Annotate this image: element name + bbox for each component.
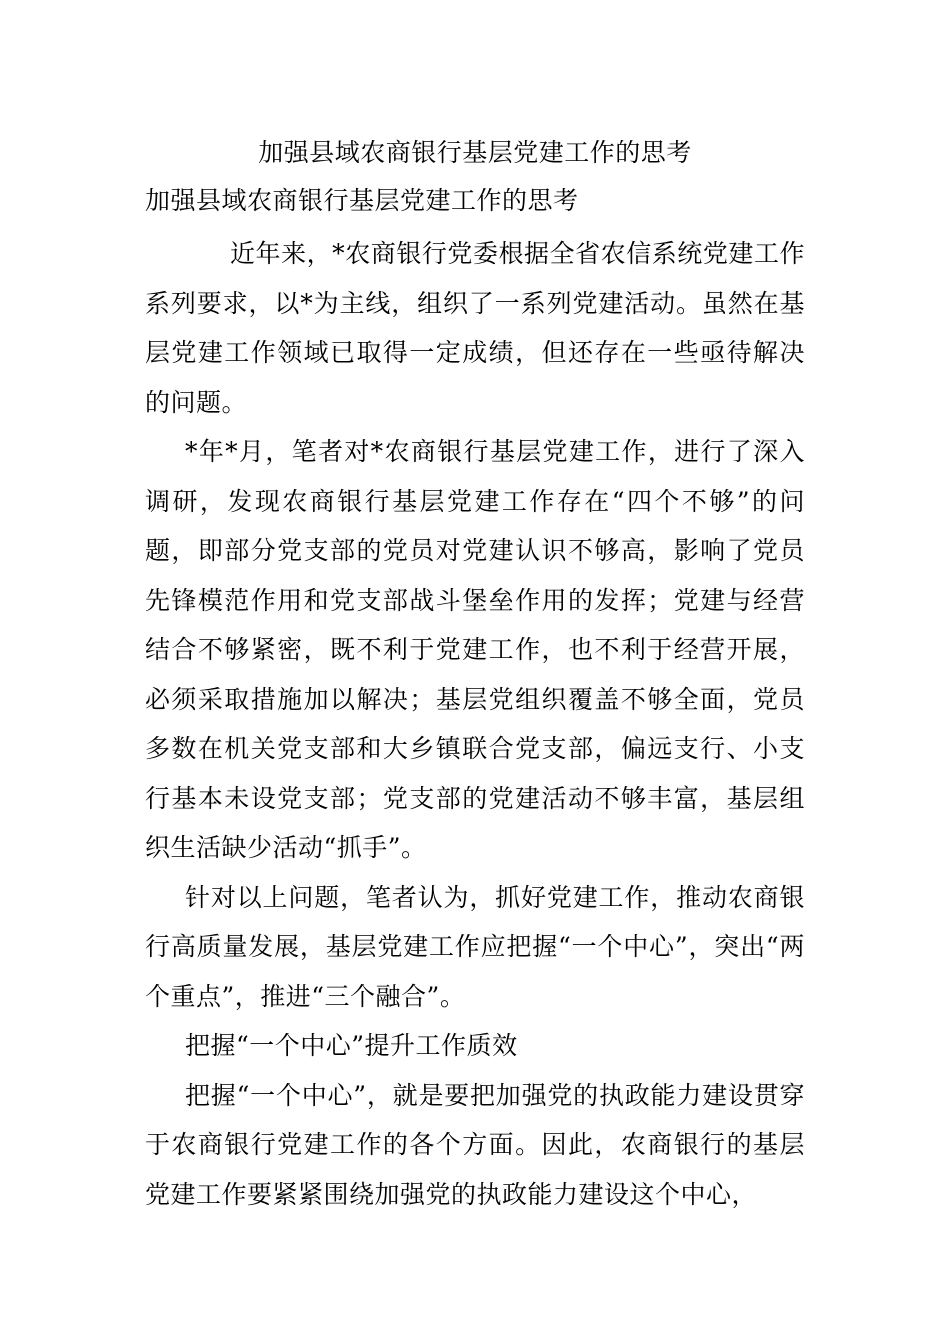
paragraph: *年*月，笔者对*农商银行基层党建工作，进行了深入调研，发现农商银行基层党建工作存在“四个不够”的问题，即部分党支部的党员对党建认识不够高，影响了党员先锋模范作用和党支部战斗堡垒作用的发挥；党建与经营结合不够紧密，既不利于党建工作，也不利于经营开展，必须采取措施加以解决；基层党组织覆盖不够全面，党员多数在机关党支部和大乡镇联合党支部，偏远支行、小支行基本未设党支部；党支部的党建活动不够丰富，基层组织生活缺少活动“抓手”。 — [145, 437, 805, 862]
document-title: 加强县域农商银行基层党建工作的思考 — [258, 138, 692, 167]
paragraph: 针对以上问题，笔者认为，抓好党建工作，推动农商银行高质量发展，基层党建工作应把握“一个中心”，突出“两个重点”，推进“三个融合”。 — [145, 882, 805, 1011]
section-heading: 把握“一个中心”提升工作质效 — [185, 1031, 518, 1060]
document-subtitle: 加强县域农商银行基层党建工作的思考 — [145, 186, 579, 215]
paragraph: 近年来，*农商银行党委根据全省农信系统党建工作系列要求，以*为主线，组织了一系列党建活动。虽然在基层党建工作领域已取得一定成绩，但还存在一些亟待解决的问题。 — [145, 239, 805, 417]
document-body — [145, 229, 805, 1219]
paragraph: 把握“一个中心”，就是要把加强党的执政能力建设贯穿于农商银行党建工作的各个方面。因此，农商银行的基层党建工作要紧紧围绕加强党的执政能力建设这个中心， — [145, 1080, 805, 1209]
